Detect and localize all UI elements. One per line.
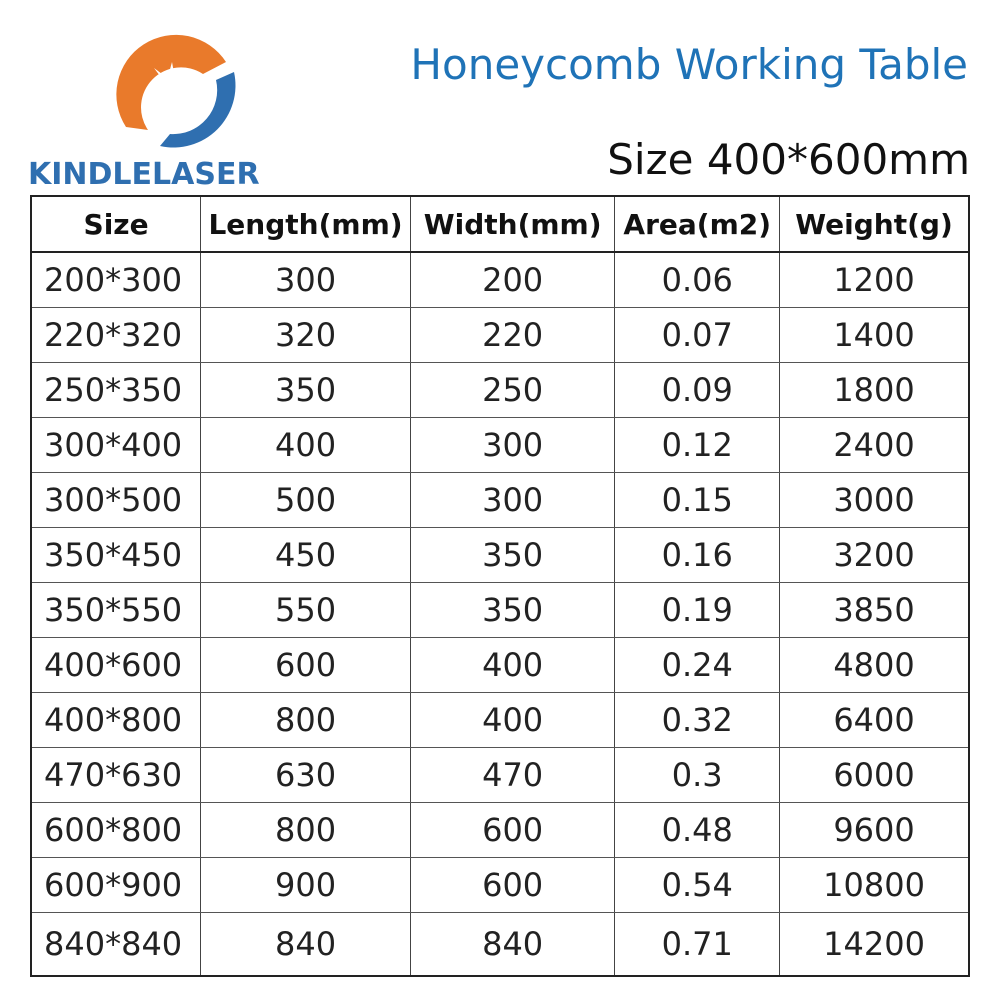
length-cell: 600 — [201, 638, 411, 693]
table-row — [31, 308, 969, 363]
table-row — [31, 528, 969, 583]
size-cell: 200*300 — [31, 252, 201, 308]
area-cell: 0.07 — [615, 308, 780, 363]
width-cell: 220 — [410, 308, 615, 363]
spec-table — [30, 195, 970, 977]
length-cell: 800 — [201, 693, 411, 748]
weight-cell: 14200 — [823, 925, 925, 963]
weight-cell: 3000 — [780, 473, 969, 528]
width-cell: 400 — [410, 638, 615, 693]
area-cell: 0.54 — [615, 858, 780, 913]
length-cell: 320 — [201, 308, 411, 363]
length-cell: 800 — [201, 803, 411, 858]
page-subtitle: Size 400*600mm — [607, 135, 970, 184]
sun-arc-logo-icon — [108, 22, 238, 152]
header-width: Width(mm) — [410, 196, 615, 252]
area-cell: 0.32 — [615, 693, 780, 748]
page-title: Honeycomb Working Table — [410, 40, 968, 89]
width-cell: 600 — [410, 858, 615, 913]
size-cell: 600*900 — [31, 858, 201, 913]
weight-cell: 2400 — [780, 418, 969, 473]
area-cell: 0.06 — [615, 252, 780, 308]
weight-cell: 1200 — [780, 252, 969, 308]
size-cell: 220*320 — [31, 308, 201, 363]
width-cell: 300 — [410, 418, 615, 473]
table-row — [31, 638, 969, 693]
header-size: Size — [31, 196, 201, 252]
area-cell: 0.3 — [615, 748, 780, 803]
area-cell: 0.15 — [615, 473, 780, 528]
length-cell: 550 — [201, 583, 411, 638]
length-cell: 350 — [201, 363, 411, 418]
length-cell: 840 — [201, 913, 411, 977]
length-cell: 630 — [201, 748, 411, 803]
header-area: Area(m2) — [615, 196, 780, 252]
area-cell: 0.48 — [615, 803, 780, 858]
weight-cell: 1400 — [780, 308, 969, 363]
width-cell: 250 — [410, 363, 615, 418]
area-cell: 0.19 — [615, 583, 780, 638]
table-header-row — [31, 196, 969, 252]
table-row — [31, 693, 969, 748]
weight-cell: 10800 — [780, 858, 969, 913]
table-row — [31, 363, 969, 418]
size-cell: 600*800 — [31, 803, 201, 858]
size-cell: 400*800 — [31, 693, 201, 748]
weight-cell: 6000 — [780, 748, 969, 803]
weight-cell: 3850 — [780, 583, 969, 638]
length-cell: 900 — [201, 858, 411, 913]
size-cell: 400*600 — [31, 638, 201, 693]
width-cell: 840 — [410, 913, 615, 977]
table-row — [31, 252, 969, 308]
size-cell: 300*400 — [31, 418, 201, 473]
size-cell: 300*500 — [31, 473, 201, 528]
width-cell: 600 — [410, 803, 615, 858]
weight-cell: 6400 — [780, 693, 969, 748]
size-cell: 350*550 — [31, 583, 201, 638]
table-row — [31, 473, 969, 528]
table-row — [31, 913, 969, 977]
header-length: Length(mm) — [201, 196, 411, 252]
weight-cell: 1800 — [780, 363, 969, 418]
table-row — [31, 583, 969, 638]
weight-cell: 4800 — [780, 638, 969, 693]
area-cell: 0.24 — [615, 638, 780, 693]
width-cell: 350 — [410, 528, 615, 583]
length-cell: 400 — [201, 418, 411, 473]
brand-name: KINDLELASER — [28, 157, 260, 192]
width-cell: 400 — [410, 693, 615, 748]
table-row — [31, 803, 969, 858]
size-cell: 470*630 — [31, 748, 201, 803]
weight-cell: 9600 — [780, 803, 969, 858]
length-cell: 450 — [201, 528, 411, 583]
length-cell: 300 — [201, 252, 411, 308]
table-row — [31, 748, 969, 803]
brand-logo — [28, 22, 313, 192]
area-cell: 0.12 — [615, 418, 780, 473]
size-cell: 250*350 — [31, 363, 201, 418]
size-cell: 840*840 — [31, 913, 201, 977]
length-cell: 500 — [201, 473, 411, 528]
width-cell: 470 — [410, 748, 615, 803]
area-cell: 0.71 — [615, 913, 780, 977]
area-cell: 0.16 — [615, 528, 780, 583]
width-cell: 200 — [410, 252, 615, 308]
weight-cell: 3200 — [780, 528, 969, 583]
table-row — [31, 418, 969, 473]
width-cell: 350 — [410, 583, 615, 638]
width-cell: 300 — [410, 473, 615, 528]
table-row — [31, 858, 969, 913]
header-weight: Weight(g) — [780, 196, 969, 252]
size-cell: 350*450 — [31, 528, 201, 583]
area-cell: 0.09 — [615, 363, 780, 418]
